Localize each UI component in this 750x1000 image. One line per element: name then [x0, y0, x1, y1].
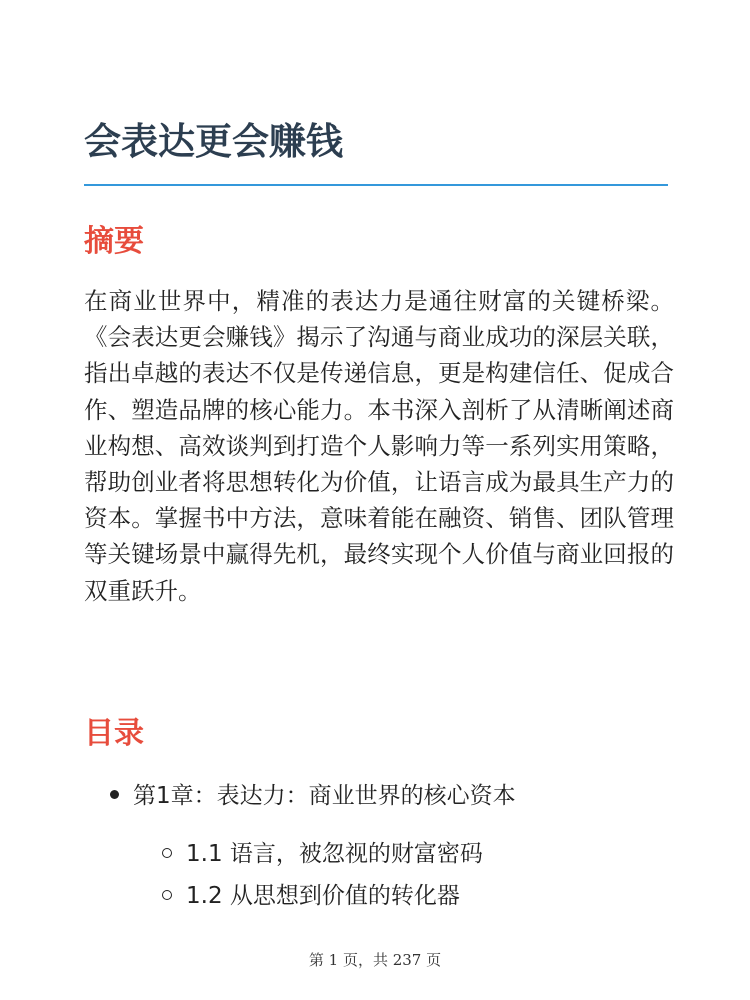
abstract-heading: 摘要 [84, 224, 144, 259]
toc-section-item [162, 878, 460, 914]
toc-chapter-item [110, 778, 516, 814]
title-divider [84, 184, 668, 186]
hollow-bullet-icon [162, 890, 172, 900]
page-number-footer: 第 1 页，共 237 页 [308, 951, 442, 969]
toc-section-label: 1.1 语言，被忽视的财富密码 [186, 841, 483, 867]
toc-section-item [162, 836, 483, 872]
hollow-bullet-icon [162, 848, 172, 858]
toc-chapter-label: 第1章：表达力：商业世界的核心资本 [133, 783, 516, 809]
filled-bullet-icon [110, 790, 119, 799]
document-title: 会表达更会赚钱 [84, 120, 343, 163]
abstract-paragraph: 在商业世界中，精准的表达力是通往财富的关键桥梁。《会表达更会赚钱》揭示了沟通与商业成功的深层关联，指出卓越的表达不仅是传递信息，更是构建信任、促成合作、塑造品牌的核心能力。本书深入剖析了从清晰阐述商业构想、高效谈判到打造个人影响力等一系列实用策略，帮助创业者将思想转化为价值，让语言成为最具生产力的资本。掌握书中方法，意味着能在融资、销售、团队管理等关键场景中赢得先机，最终实现个人价值与商业回报的双重跃升。 [84, 287, 674, 605]
toc-section-label: 1.2 从思想到价值的转化器 [186, 883, 460, 909]
toc-heading: 目录 [84, 716, 144, 751]
